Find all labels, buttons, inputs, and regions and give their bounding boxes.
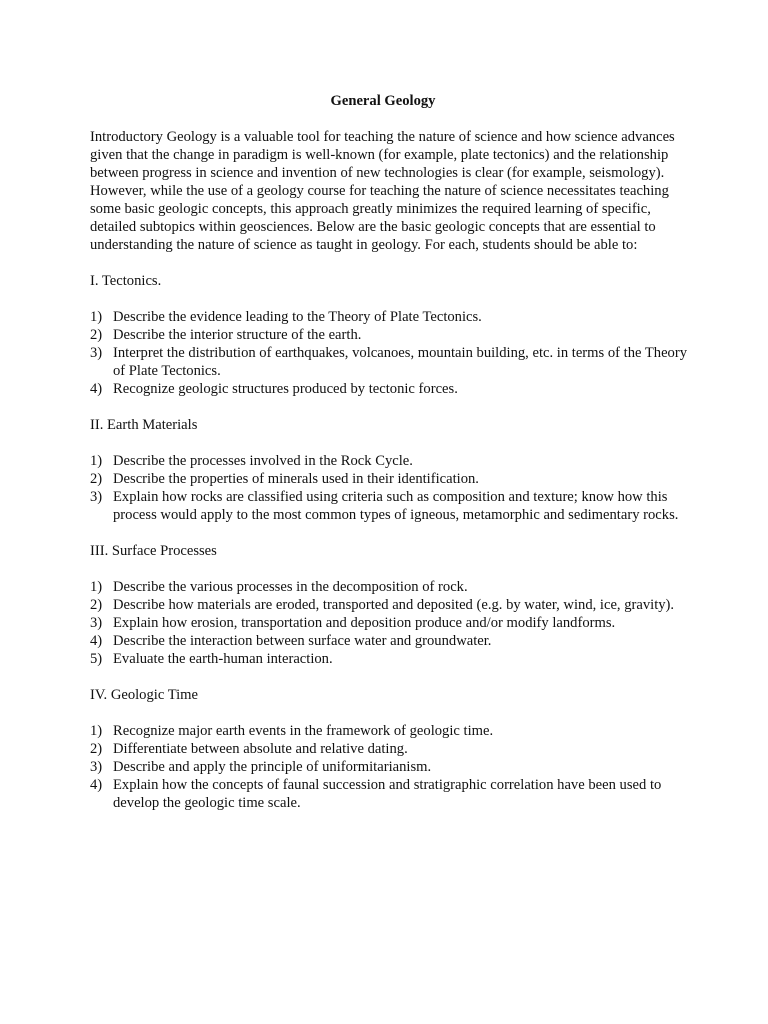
list-item-number: 1)	[90, 309, 103, 325]
section-heading: II. Earth Materials	[90, 417, 198, 433]
list-item	[90, 740, 690, 758]
list-item	[90, 722, 690, 740]
list-item-number: 2)	[90, 327, 103, 343]
objective-list	[90, 452, 690, 524]
list-item-number: 1)	[90, 453, 103, 469]
list-item	[90, 470, 690, 488]
list-item-number: 3)	[90, 345, 103, 361]
list-item-number: 4)	[90, 777, 103, 793]
document-title: General Geology	[330, 93, 436, 109]
list-item	[90, 758, 690, 776]
list-item-number: 5)	[90, 651, 103, 667]
list-item-number: 4)	[90, 633, 103, 649]
list-item-text: Recognize geologic structures produced by tectonic forces.	[113, 381, 458, 397]
list-item	[90, 488, 690, 524]
list-item	[90, 596, 690, 614]
section	[90, 272, 690, 398]
document-body	[90, 92, 690, 830]
objective-list	[90, 578, 690, 668]
intro-paragraph: Introductory Geology is a valuable tool for teaching the nature of science and how science advances given that the change in paradigm is well-known (for example, plate tectonics) and the relationship between progress in science and invention of new technologies is clear (for example, seismology). However, while the use of a geology course for teaching the nature of science necessitates teaching some basic geologic concepts, this approach greatly minimizes the required learning of specific, detailed subtopics within geosciences. Below are the basic geologic concepts that are essential to understanding the nature of science as taught in geology. For each, students should be able to:	[90, 129, 675, 253]
objective-list	[90, 308, 690, 398]
list-item-number: 2)	[90, 741, 103, 757]
list-item-number: 3)	[90, 489, 103, 505]
list-item-text: Describe the interaction between surface water and groundwater.	[113, 633, 492, 649]
list-item-number: 1)	[90, 723, 103, 739]
section-heading: III. Surface Processes	[90, 543, 217, 559]
list-item-text: Describe the properties of minerals used in their identification.	[113, 471, 479, 487]
list-item	[90, 308, 690, 326]
list-item	[90, 452, 690, 470]
list-item-text: Describe the various processes in the decomposition of rock.	[113, 579, 468, 595]
objective-list	[90, 722, 690, 812]
list-item-number: 4)	[90, 381, 103, 397]
list-item	[90, 578, 690, 596]
list-item	[90, 614, 690, 632]
list-item-text: Evaluate the earth-human interaction.	[113, 651, 333, 667]
list-item-text: Interpret the distribution of earthquakes, volcanoes, mountain building, etc. in terms of the Theory of Plate Tectonics.	[113, 345, 688, 379]
list-item-number: 3)	[90, 759, 103, 775]
list-item-text: Describe and apply the principle of uniformitarianism.	[113, 759, 432, 775]
list-item-text: Describe the processes involved in the Rock Cycle.	[113, 453, 413, 469]
list-item-number: 1)	[90, 579, 103, 595]
list-item	[90, 326, 690, 344]
list-item-number: 3)	[90, 615, 103, 631]
section-heading: I. Tectonics.	[90, 273, 162, 289]
list-item-text: Describe the interior structure of the earth.	[113, 327, 362, 343]
objectives-sections	[90, 272, 690, 812]
section	[90, 416, 690, 524]
list-item-number: 2)	[90, 471, 103, 487]
list-item-number: 2)	[90, 597, 103, 613]
section	[90, 686, 690, 812]
list-item-text: Recognize major earth events in the framework of geologic time.	[113, 723, 494, 739]
list-item	[90, 380, 690, 398]
list-item-text: Describe how materials are eroded, transported and deposited (e.g. by water, wind, ice, gravity).	[113, 597, 675, 613]
list-item-text: Describe the evidence leading to the Theory of Plate Tectonics.	[113, 309, 482, 325]
list-item-text: Explain how erosion, transportation and deposition produce and/or modify landforms.	[113, 615, 616, 631]
list-item	[90, 650, 690, 668]
list-item	[90, 632, 690, 650]
section-heading: IV. Geologic Time	[90, 687, 198, 703]
list-item-text: Explain how the concepts of faunal succession and stratigraphic correlation have been used to develop the geologic time scale.	[113, 777, 662, 811]
section	[90, 542, 690, 668]
list-item-text: Differentiate between absolute and relative dating.	[113, 741, 408, 757]
list-item	[90, 344, 690, 380]
list-item	[90, 776, 690, 812]
list-item-text: Explain how rocks are classified using criteria such as composition and texture; know how this process would apply to the most common types of igneous, metamorphic and sedimentary rocks.	[113, 489, 679, 523]
